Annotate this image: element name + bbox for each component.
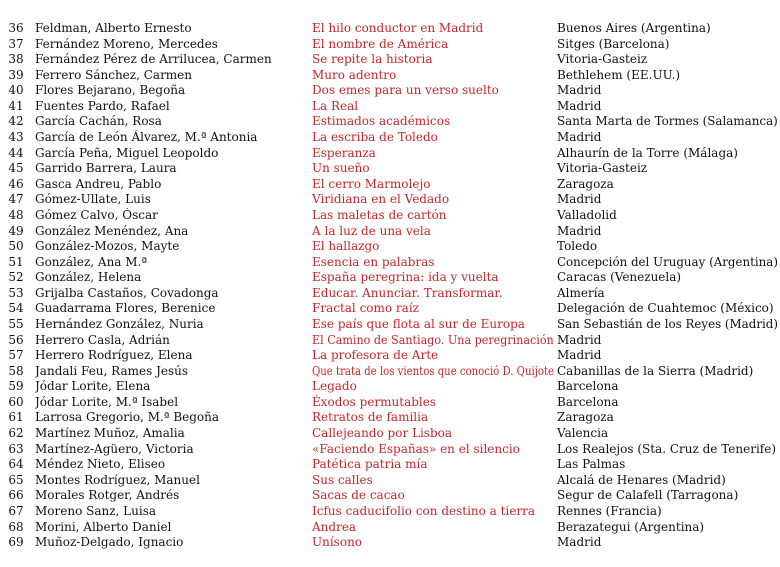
entry-number: 47 <box>8 192 24 207</box>
entry-row <box>0 83 780 99</box>
entry-row <box>0 535 780 551</box>
author-name: Gómez-Ullate, Luis <box>35 192 151 207</box>
author-location: Santa Marta de Tormes (Salamanca) <box>557 114 778 129</box>
author-location: Las Palmas <box>557 457 626 472</box>
author-location: Madrid <box>557 83 602 98</box>
work-title: Educar. Anunciar. Transformar. <box>312 285 503 300</box>
work-title: Retratos de familia <box>312 410 429 425</box>
entry-row <box>0 146 780 162</box>
author-location: Barcelona <box>557 379 619 394</box>
author-location: Valencia <box>557 426 609 441</box>
work-title: Sacas de cacao <box>312 488 405 503</box>
author-name: González-Mozos, Mayte <box>35 239 180 254</box>
entry-number: 63 <box>8 441 24 456</box>
entry-row <box>0 286 780 302</box>
entry-row <box>0 255 780 271</box>
author-name: Feldman, Alberto Ernesto <box>35 21 192 35</box>
author-location: Segur de Calafell (Tarragona) <box>557 488 739 503</box>
author-name: Larrosa Gregorio, M.ª Begoña <box>35 410 220 425</box>
author-location: Zaragoza <box>557 176 614 191</box>
author-location: Rennes (Francia) <box>557 503 662 518</box>
entry-number: 44 <box>8 145 24 160</box>
entry-number: 60 <box>8 394 24 409</box>
entry-number: 51 <box>8 254 24 269</box>
entry-number: 67 <box>8 503 24 518</box>
entry-number: 66 <box>8 488 24 503</box>
work-title: El hilo conductor en Madrid <box>312 21 484 35</box>
author-location: Alhaurín de la Torre (Málaga) <box>557 145 738 160</box>
entry-number: 59 <box>8 379 24 394</box>
work-title: La escriba de Toledo <box>312 130 438 145</box>
work-title: Fractal como raíz <box>312 301 419 316</box>
entry-row <box>0 395 780 411</box>
work-title: Muro adentro <box>312 67 397 82</box>
entry-number: 41 <box>8 98 24 113</box>
entry-number: 58 <box>8 363 24 378</box>
work-title: Que trata de los vientos que conoció D. Quijote <box>312 363 555 378</box>
author-location: Vitoria-Gasteiz <box>557 161 648 176</box>
author-location: Almería <box>557 285 605 300</box>
entry-row <box>0 520 780 536</box>
author-name: García de León Álvarez, M.ª Antonia <box>35 130 258 145</box>
author-name: Hernández González, Nuria <box>35 316 204 331</box>
entry-number: 38 <box>8 52 24 67</box>
author-name: Fuentes Pardo, Rafael <box>35 98 170 113</box>
entry-row <box>0 68 780 84</box>
entry-row <box>0 488 780 504</box>
work-title: Estimados académicos <box>312 114 451 129</box>
author-location: Toledo <box>557 239 598 254</box>
work-title: Esencia en palabras <box>312 254 435 269</box>
entry-number: 45 <box>8 161 24 176</box>
author-location: Madrid <box>557 98 602 113</box>
work-title: El Camino de Santiago. Una peregrinación <box>312 332 554 347</box>
author-location: Cabanillas de la Sierra (Madrid) <box>557 363 754 378</box>
entry-row <box>0 364 780 380</box>
author-name: Martínez Muñoz, Amalia <box>35 426 185 441</box>
author-location: Caracas (Venezuela) <box>557 270 682 285</box>
author-location: Valladolid <box>557 207 617 222</box>
author-name: Méndez Nieto, Eliseo <box>35 457 166 472</box>
entry-row <box>0 177 780 193</box>
entry-row <box>0 21 780 37</box>
work-title: Un sueño <box>312 161 370 176</box>
author-name: Jódar Lorite, M.ª Isabel <box>35 394 179 409</box>
entry-number: 42 <box>8 114 24 129</box>
work-title: Legado <box>312 379 357 394</box>
entry-number: 55 <box>8 316 24 331</box>
work-title: El hallazgo <box>312 239 380 254</box>
work-title: «Faciendo Españas» en el silencio <box>312 441 520 456</box>
entry-row <box>0 442 780 458</box>
entry-row <box>0 224 780 240</box>
author-location: Concepción del Uruguay (Argentina) <box>557 254 778 269</box>
work-title: Ese país que flota al sur de Europa <box>312 316 525 331</box>
entry-number: 50 <box>8 239 24 254</box>
author-name: Moreno Sanz, Luisa <box>35 503 157 518</box>
author-location: Madrid <box>557 535 602 550</box>
entry-row <box>0 239 780 255</box>
author-name: Garrido Barrera, Laura <box>35 161 177 176</box>
entry-number: 53 <box>8 285 24 300</box>
work-title: El nombre de América <box>312 36 449 51</box>
entry-number: 43 <box>8 130 24 145</box>
entry-row <box>0 457 780 473</box>
work-title: Unísono <box>312 535 363 550</box>
entry-row <box>0 37 780 53</box>
author-location: Bethlehem (EE.UU.) <box>557 67 681 82</box>
entry-number: 54 <box>8 301 24 316</box>
author-location: Madrid <box>557 332 602 347</box>
entry-row <box>0 317 780 333</box>
author-name: Flores Bejarano, Begoña <box>35 83 186 98</box>
work-title: El cerro Marmolejo <box>312 176 431 191</box>
entry-row <box>0 114 780 130</box>
work-title: Esperanza <box>312 145 376 160</box>
entry-row <box>0 208 780 224</box>
author-location: Madrid <box>557 348 602 363</box>
author-name: González, Helena <box>35 270 142 285</box>
author-name: Guadarrama Flores, Berenice <box>35 301 216 316</box>
author-name: Herrero Casla, Adrián <box>35 332 170 347</box>
entry-row <box>0 301 780 317</box>
entry-row <box>0 192 780 208</box>
entry-number: 62 <box>8 426 24 441</box>
entry-number: 46 <box>8 176 24 191</box>
author-location: Barcelona <box>557 394 619 409</box>
entry-number: 36 <box>8 21 24 35</box>
entry-number: 40 <box>8 83 24 98</box>
entry-row <box>0 426 780 442</box>
author-location: Madrid <box>557 223 602 238</box>
entry-row <box>0 379 780 395</box>
author-location: Madrid <box>557 130 602 145</box>
work-title: Callejeando por Lisboa <box>312 426 453 441</box>
entry-number: 39 <box>8 67 24 82</box>
author-location: Sitges (Barcelona) <box>557 36 670 51</box>
entry-number: 57 <box>8 348 24 363</box>
work-title: A la luz de una vela <box>312 223 431 238</box>
entry-number: 65 <box>8 472 24 487</box>
author-name: Gasca Andreu, Pablo <box>35 176 162 191</box>
author-location: Zaragoza <box>557 410 614 425</box>
author-location: Madrid <box>557 192 602 207</box>
author-location: San Sebastián de los Reyes (Madrid) <box>557 316 778 331</box>
entry-row <box>0 270 780 286</box>
work-title: Las maletas de cartón <box>312 207 447 222</box>
entry-row <box>0 348 780 364</box>
entry-number: 37 <box>8 36 24 51</box>
author-name: García Cachán, Rosa <box>35 114 162 129</box>
entry-row <box>0 130 780 146</box>
author-name: Gómez Calvo, Óscar <box>35 207 158 222</box>
author-name: Jandali Feu, Rames Jesús <box>35 363 189 378</box>
author-name: Herrero Rodríguez, Elena <box>35 348 193 363</box>
entries-list <box>0 21 780 551</box>
entry-number: 48 <box>8 207 24 222</box>
work-title: Éxodos permutables <box>312 394 437 409</box>
entry-row <box>0 504 780 520</box>
work-title: Sus calles <box>312 472 373 487</box>
entry-row <box>0 52 780 68</box>
author-location: Delegación de Cuahtemoc (México) <box>557 301 774 316</box>
author-name: González Menéndez, Ana <box>35 223 189 238</box>
entry-number: 69 <box>8 535 24 550</box>
work-title: Patética patria mía <box>312 457 428 472</box>
author-name: Morini, Alberto Daniel <box>35 519 172 534</box>
work-title: Se repite la historia <box>312 52 433 67</box>
author-name: Fernández Moreno, Mercedes <box>35 36 218 51</box>
author-name: Martínez-Agüero, Victoria <box>35 441 194 456</box>
entry-number: 61 <box>8 410 24 425</box>
entry-row <box>0 99 780 115</box>
author-location: Vitoria-Gasteiz <box>557 52 648 67</box>
author-name: González, Ana M.ª <box>35 254 148 269</box>
entry-row <box>0 410 780 426</box>
author-location: Buenos Aires (Argentina) <box>557 21 711 35</box>
author-name: Jódar Lorite, Elena <box>35 379 151 394</box>
author-name: Grijalba Castaños, Covadonga <box>35 285 219 300</box>
author-location: Berazategui (Argentina) <box>557 519 705 534</box>
entry-number: 49 <box>8 223 24 238</box>
work-title: La Real <box>312 98 359 113</box>
author-location: Los Realejos (Sta. Cruz de Tenerife) <box>557 441 777 456</box>
entry-number: 64 <box>8 457 24 472</box>
entry-row <box>0 473 780 489</box>
work-title: Icfus caducifolio con destino a tierra <box>312 503 536 518</box>
author-name: Fernández Pérez de Arrilucea, Carmen <box>35 52 272 67</box>
author-name: Morales Rotger, Andrés <box>35 488 180 503</box>
entry-number: 68 <box>8 519 24 534</box>
author-location: Alcalá de Henares (Madrid) <box>557 472 726 487</box>
entry-number: 52 <box>8 270 24 285</box>
work-title: La profesora de Arte <box>312 348 439 363</box>
entry-row <box>0 161 780 177</box>
work-title: Andrea <box>312 519 357 534</box>
work-title: España peregrina: ida y vuelta <box>312 270 499 285</box>
work-title: Viridiana en el Vedado <box>312 192 450 207</box>
author-name: Montes Rodríguez, Manuel <box>35 472 200 487</box>
entry-row <box>0 333 780 349</box>
entry-number: 56 <box>8 332 24 347</box>
author-name: Ferrero Sánchez, Carmen <box>35 67 193 82</box>
work-title: Dos emes para un verso suelto <box>312 83 499 98</box>
author-name: Muñoz-Delgado, Ignacio <box>35 535 184 550</box>
author-name: García Peña, Miguel Leopoldo <box>35 145 219 160</box>
